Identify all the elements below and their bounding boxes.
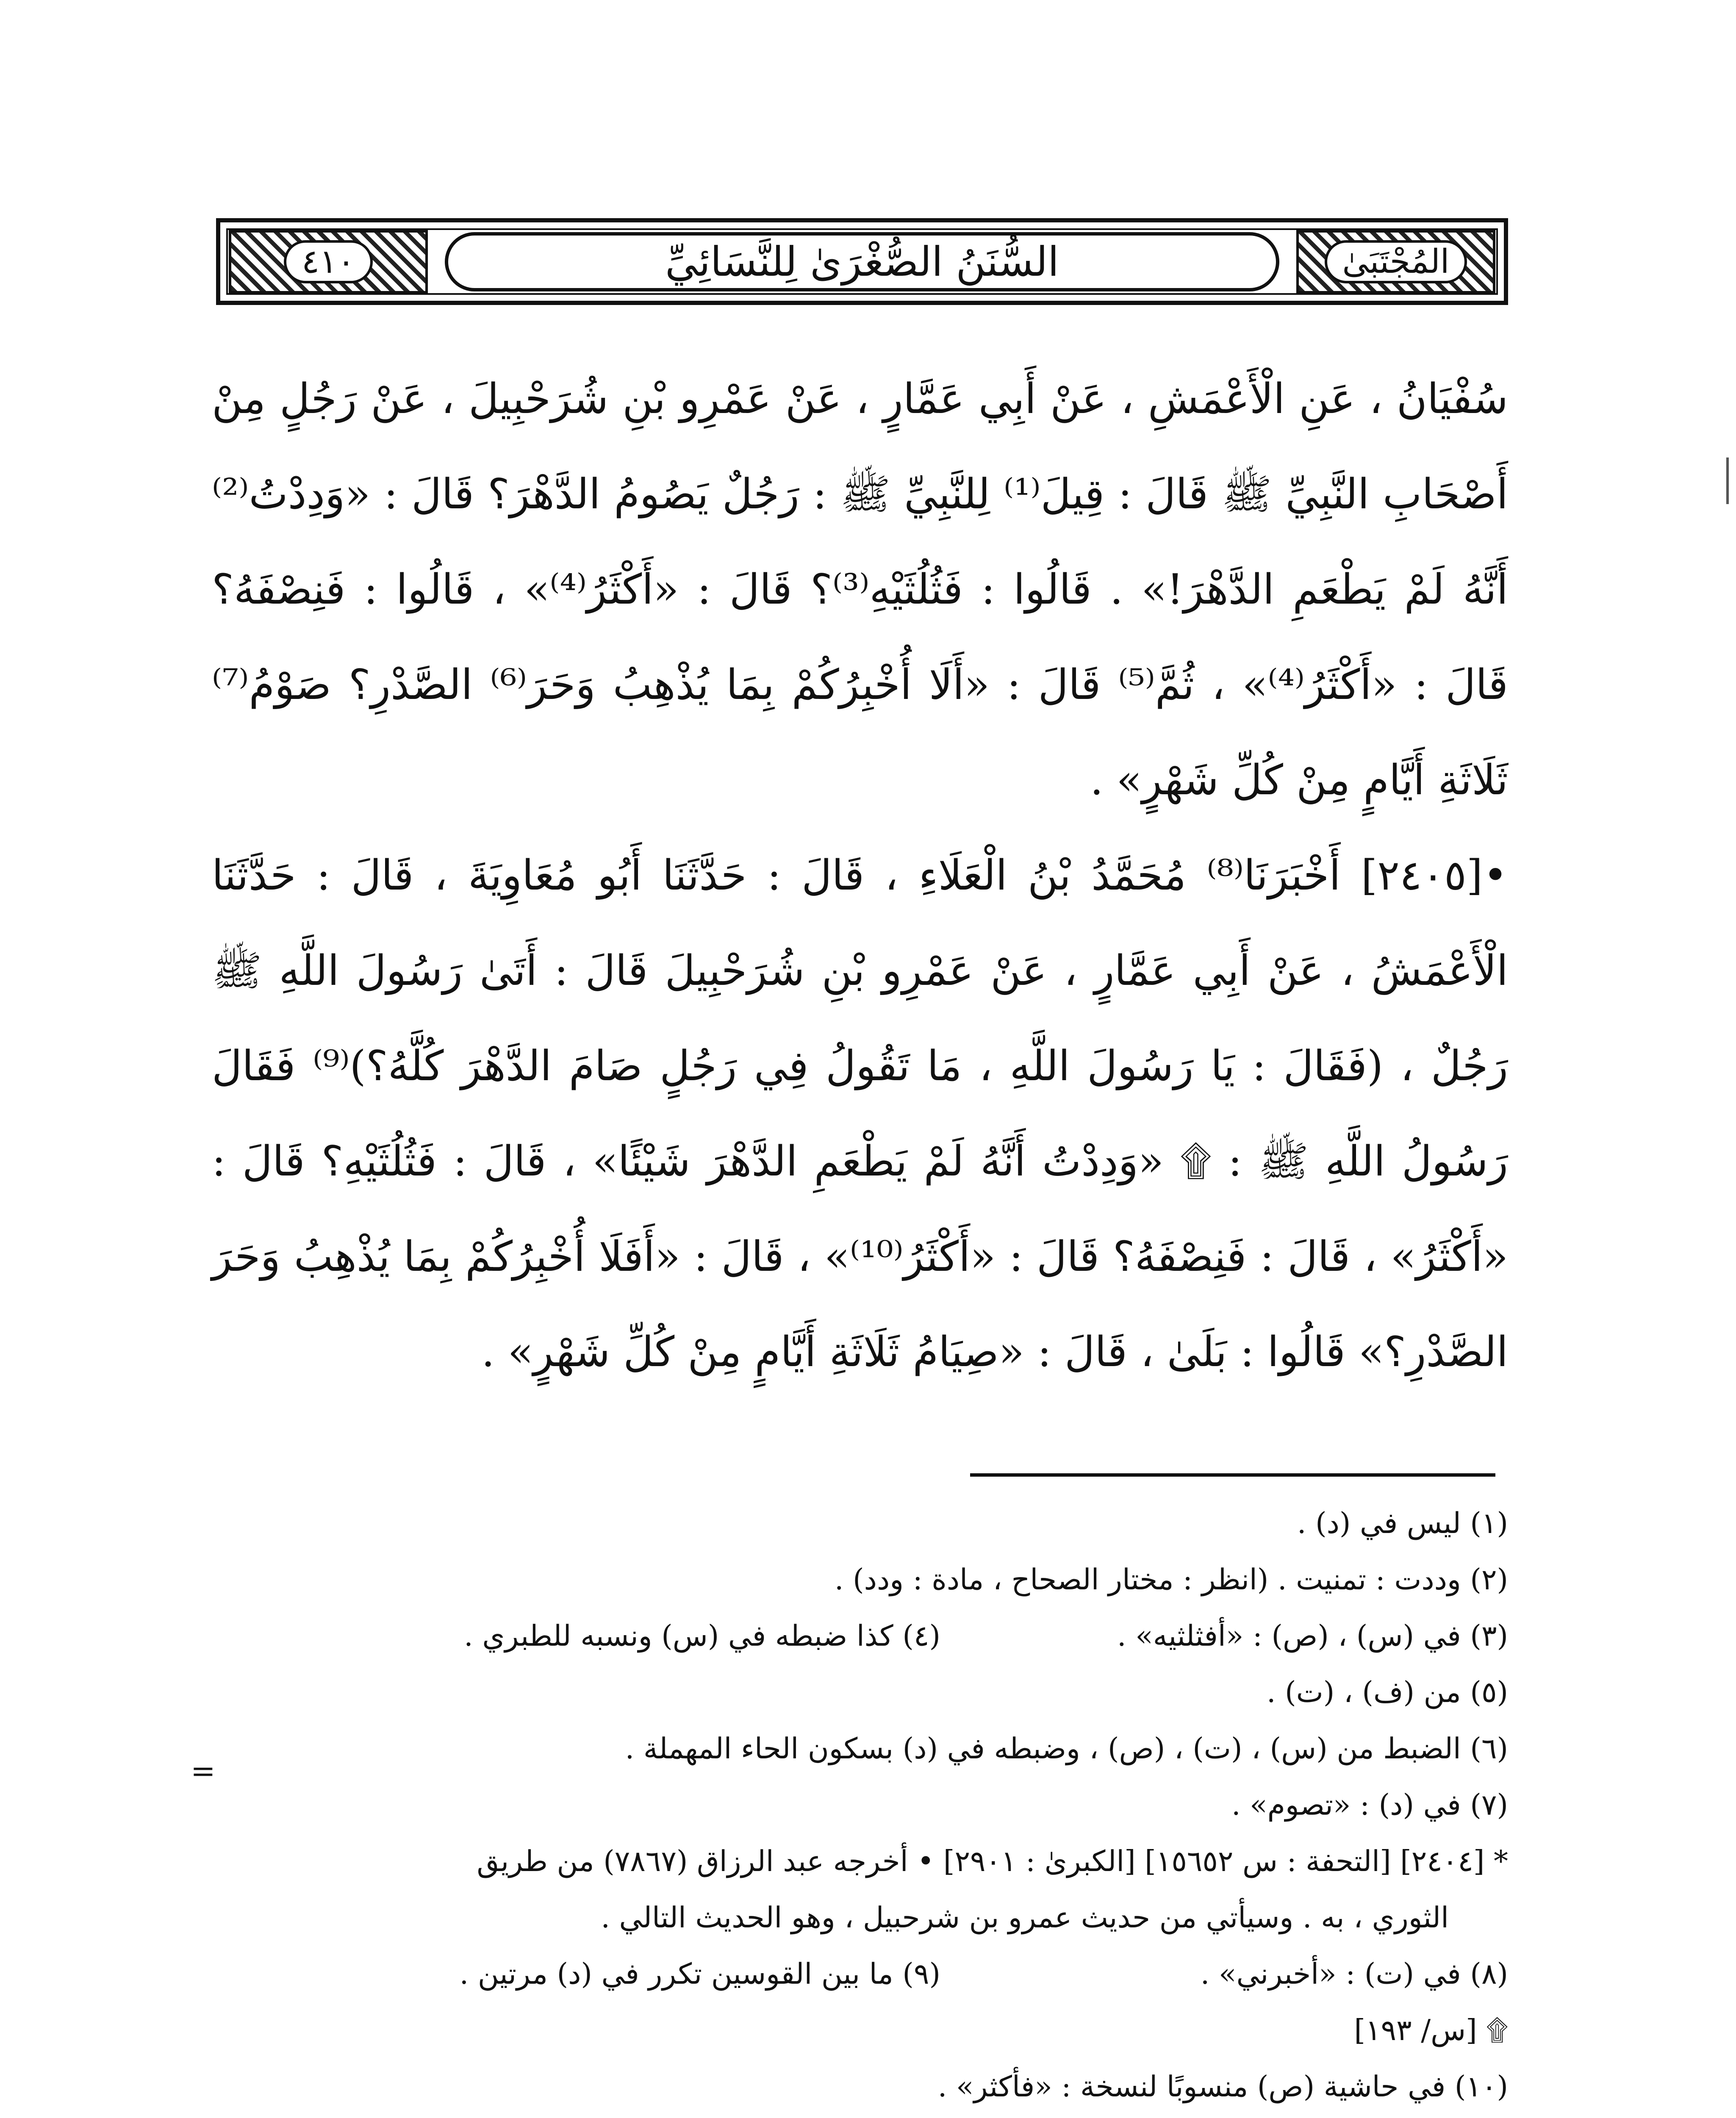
footnote-8-9 (237, 1946, 1508, 2002)
page-header (216, 218, 1508, 305)
footnote-5: (٥) من (ف) ، (ت) . (1266, 1676, 1508, 1709)
footnote-6: (٦) الضبط من (س) ، (ت) ، (ص) ، وضبطه في (د) بسكون الحاء المهملة . (625, 1732, 1508, 1766)
footnote-10: (١٠) في حاشية (ص) منسوبًا لنسخة : «فأكثر» . (937, 2070, 1508, 2104)
page-reference: ۩ [س/ ١٩٣] (1354, 2014, 1508, 2047)
hadith-2405-text: [٢٤٠٥] أَخْبَرَنَا⁽⁸⁾ مُحَمَّدُ بْنُ الْعَلَاءِ ، قَالَ : حَدَّثَنَا أَبُو مُعَاوِيَةَ ، قَالَ : حَدَّثَنَا الْأَعْمَشُ ، عَنْ أَبِي عَمَّارٍ ، عَنْ عَمْرِو بْنِ شُرَحْبِيلَ قَالَ : أَتَىٰ رَسُولَ اللَّهِ ﷺ رَجُلٌ ، (فَقَالَ : يَا رَسُولَ اللَّهِ ، مَا تَقُولُ فِي رَجُلٍ صَامَ الدَّهْرَ كُلَّهُ؟)⁽⁹⁾ فَقَالَ رَسُولُ اللَّهِ ﷺ : ۩ «وَدِدْتُ أَنَّهُ لَمْ يَطْعَمِ الدَّهْرَ شَيْئًا» ، قَالَ : فَثُلُثَيْهِ؟ قَالَ : «أَكْثَرُ» ، قَالَ : فَنِصْفَهُ؟ قَالَ : «أَكْثَرُ⁽¹⁰⁾» ، قَالَ : «أَفَلَا أُخْبِرُكُمْ بِمَا يُذْهِبُ وَحَرَ الصَّدْرِ؟» قَالُوا : بَلَىٰ ، قَالَ : «صِيَامُ ثَلَاثَةِ أَيَّامٍ مِنْ كُلِّ شَهْرٍ» . (212, 851, 1508, 1376)
page-number: ٤١٠ (284, 240, 373, 283)
takhrij-2405-line1 (237, 2115, 1508, 2118)
page-title: السُّنَنُ الصُّغْرَىٰ لِلنَّسَائِيِّ (665, 238, 1059, 286)
footnote-3-4 (237, 1608, 1508, 1664)
page-number-ornament (229, 230, 428, 294)
hadith-2404-continuation: سُفْيَانُ ، عَنِ الْأَعْمَشِ ، عَنْ أَبِي عَمَّارٍ ، عَنْ عَمْرِو بْنِ شُرَحْبِيلَ ، عَنْ رَجُلٍ مِنْ أَصْحَابِ النَّبِيِّ ﷺ قَالَ : قِيلَ⁽¹⁾ لِلنَّبِيِّ ﷺ : رَجُلٌ يَصُومُ الدَّهْرَ؟ قَالَ : «وَدِدْتُ⁽²⁾ أَنَّهُ لَمْ يَطْعَمِ الدَّهْرَ!» . قَالُوا : فَثُلُثَيْهِ⁽³⁾؟ قَالَ : «أَكْثَرُ⁽⁴⁾» ، قَالُوا : فَنِصْفَهُ؟ قَالَ : «أَكْثَرُ⁽⁴⁾» ، ثُمَّ⁽⁵⁾ قَالَ : «أَلَا أُخْبِرُكُمْ بِمَا يُذْهِبُ وَحَرَ⁽⁶⁾ الصَّدْرِ؟ صَوْمُ⁽⁷⁾ ثَلَاثَةِ أَيَّامٍ مِنْ كُلِّ شَهْرٍ» . (212, 375, 1508, 804)
footnote-9: (٩) ما بين القوسين تكرر في (د) مرتين . (459, 1957, 940, 1991)
footnote-divider (970, 1473, 1495, 1477)
footnote-2: (٢) وددت : تمنيت . (انظر : مختار الصحاح ، مادة : ودد) . (834, 1563, 1508, 1597)
hadith-2405 (212, 828, 1508, 1400)
title-cartouche (445, 232, 1279, 291)
takhrij-2404-line1: * [٢٤٠٤] [التحفة : س ١٥٦٥٢] [الكبرىٰ : ٢٩٠١] • أخرجه عبد الرزاق (٧٨٦٧) من طريق (477, 1845, 1508, 1878)
footnote-4: (٤) كذا ضبطه في (س) ونسبه للطبري . (464, 1619, 940, 1653)
footnote-7: (٧) في (د) : «تصوم» . (1231, 1788, 1508, 1822)
margin-mark: = (191, 1754, 216, 1788)
section-ornament (1296, 230, 1495, 294)
takhrij-2404-line2: الثوري ، به . وسيأتي من حديث عمرو بن شرحبيل ، وهو الحديث التالي . (601, 1901, 1449, 1935)
footnote-3: (٣) في (س) ، (ص) : «أفثلثيه» . (1117, 1619, 1508, 1653)
main-text (212, 352, 1508, 1400)
hadith-bullet: • (1483, 851, 1508, 900)
scan-edge-mark (1726, 457, 1729, 504)
footnote-1: (١) ليس في (د) . (1297, 1507, 1508, 1540)
footnote-8: (٨) في (ت) : «أخبرني» . (1200, 1957, 1508, 1991)
section-name: المُجْتَبَىٰ (1325, 240, 1467, 283)
footnotes (237, 1495, 1508, 2118)
